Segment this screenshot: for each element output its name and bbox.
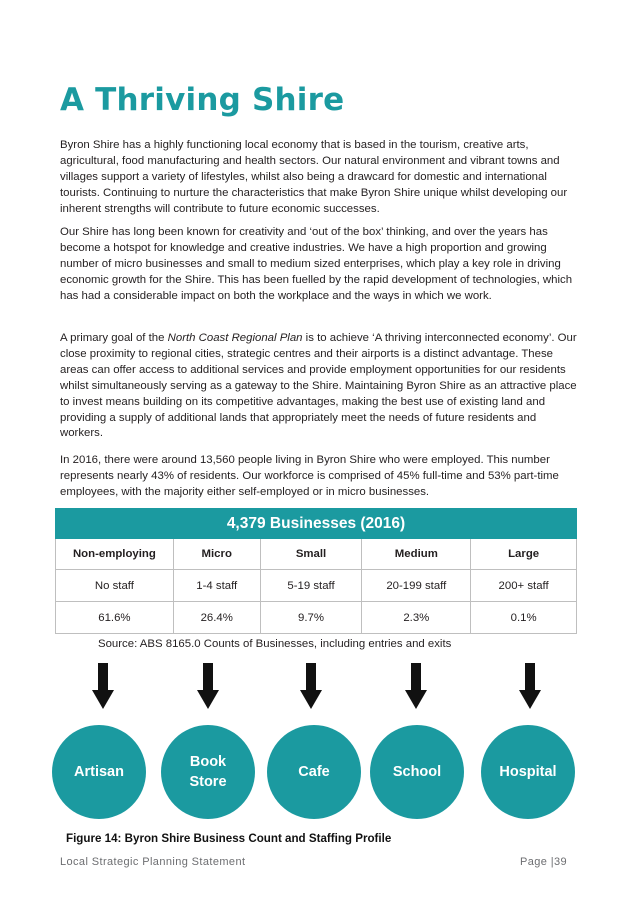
table-row-percent xyxy=(56,602,577,634)
paragraph-regional-plan-start: A primary goal of the xyxy=(60,332,168,344)
table-cell: 2.3% xyxy=(362,602,471,634)
page-title: A Thriving Shire xyxy=(60,82,345,118)
table-header-row xyxy=(56,509,577,539)
paragraph-regional-plan xyxy=(60,331,580,442)
table-cell: Large xyxy=(471,539,577,570)
paragraph-employment: In 2016, there were around 13,560 people living in Byron Shire who were employed. This number represents nearly 43% of residents. Our workforce is comprised of 45% full-time and 53% part-time employees, with the majority either self-employed or in micro businesses. xyxy=(60,454,559,498)
figure-caption: Figure 14: Byron Shire Business Count and Staffing Profile xyxy=(66,832,392,845)
circle-label: Store xyxy=(189,774,227,790)
arrow-down-icon xyxy=(92,663,114,709)
arrow-down-icon xyxy=(197,663,219,709)
table-cell: 20-199 staff xyxy=(362,570,471,602)
paragraph-economy: Byron Shire has a highly functioning local economy that is based in the tourism, creative arts, agricultural, food manufacturing and health sectors. Our natural environment and vibrant towns and villages support a variety of lifestyles, whilst also being a drawcard for domestic and international tourists. Continuing to nurture the characteristics that make Byron Shire unique whilst developing our inherent strengths will contribute to future economic successes. xyxy=(60,139,568,215)
circle-book-store xyxy=(161,725,255,819)
paragraph-regional-plan-rest: is to achieve ‘A thriving interconnected economy’. Our close proximity to regional cities, strategic centres and their airports is a distinct advantage. These areas can offer access to additional services and provide employment opportunities for our residents whilst simultaneously serving as a gateway to the Shire. Maintaining Byron Shire as an attractive place to invest means building on its competitive advantages, making the best use of existing land and providing a supply of additional lands that appropriately meet the needs of future residents and workers. xyxy=(60,332,577,440)
circle-hospital xyxy=(481,725,575,819)
table-row-staff xyxy=(56,570,577,602)
table-cell: 61.6% xyxy=(56,602,174,634)
footer-document-title: Local Strategic Planning Statement xyxy=(60,856,246,868)
business-count-table xyxy=(55,508,577,634)
table-cell: Non-employing xyxy=(56,539,174,570)
table-cell: Small xyxy=(260,539,362,570)
footer-page-number: Page |39 xyxy=(520,856,568,868)
arrow-down-icon xyxy=(405,663,427,709)
circle-cafe xyxy=(267,725,361,819)
circle-label: Book xyxy=(189,754,227,770)
table-cell: No staff xyxy=(56,570,174,602)
table-cell: Medium xyxy=(362,539,471,570)
table-row-categories xyxy=(56,539,577,570)
table-cell: 9.7% xyxy=(260,602,362,634)
circle-label: Hospital xyxy=(499,764,557,780)
circle-label: Artisan xyxy=(74,764,124,780)
circle-artisan xyxy=(52,725,146,819)
table-source-note: Source: ABS 8165.0 Counts of Businesses, including entries and exits xyxy=(98,638,452,650)
table-title: 4,379 Businesses (2016) xyxy=(56,509,577,539)
table-cell: 200+ staff xyxy=(471,570,577,602)
paragraph-creativity: Our Shire has long been known for creativity and ‘out of the box’ thinking, and over the years has become a hotspot for knowledge and creative industries. We have a high proportion and growing number of micro businesses and small to medium sized enterprises, which play a key role in driving economic growth for the Shire. This has been fuelled by the rapid development of technologies, which has had a considerable impact on both the workplace and the ways in which we work. xyxy=(60,226,573,302)
arrow-down-icon xyxy=(300,663,322,709)
table-cell: Micro xyxy=(173,539,260,570)
table-cell: 26.4% xyxy=(173,602,260,634)
arrow-down-icon xyxy=(519,663,541,709)
table-cell: 1-4 staff xyxy=(173,570,260,602)
circle-label: School xyxy=(392,764,442,780)
circle-label: Cafe xyxy=(298,764,330,780)
regional-plan-title: North Coast Regional Plan xyxy=(167,332,303,344)
table-cell: 0.1% xyxy=(471,602,577,634)
circle-school xyxy=(370,725,464,819)
table-cell: 5-19 staff xyxy=(260,570,362,602)
